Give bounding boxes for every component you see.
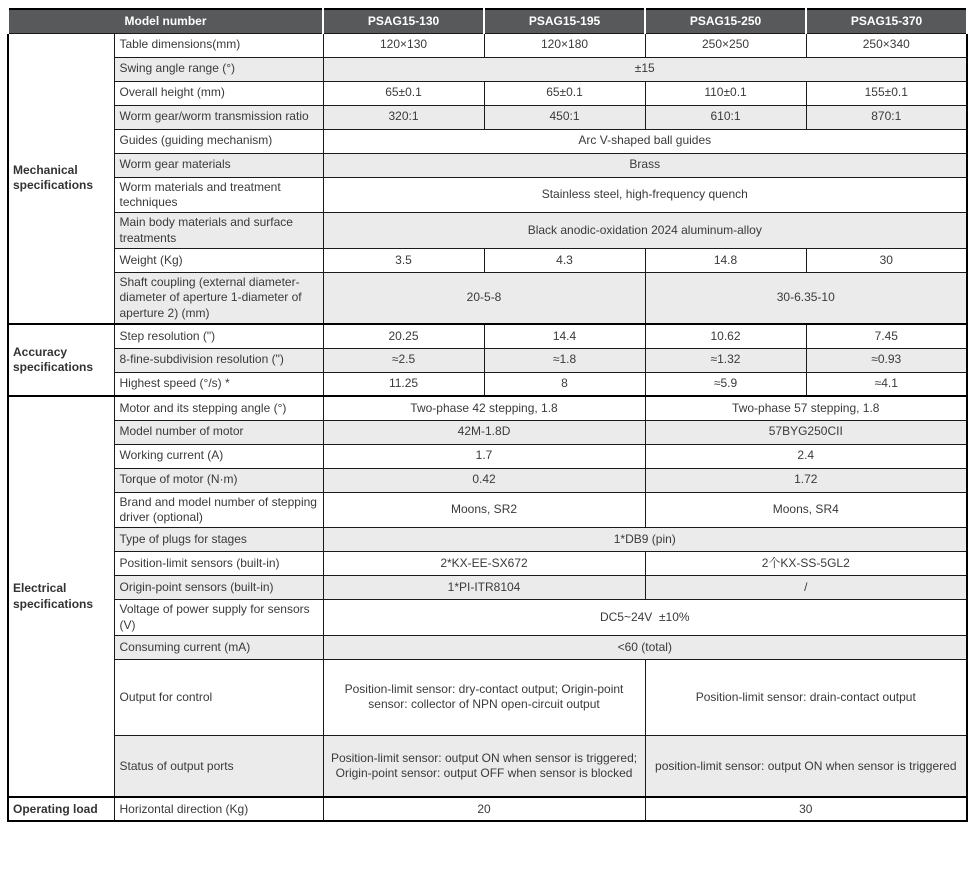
value-cell: 120×180 (484, 33, 645, 57)
value-cell: 14.4 (484, 324, 645, 348)
value-cell: DC5~24V ±10% (323, 600, 967, 636)
table-row (8, 81, 967, 105)
value-cell: 120×130 (323, 33, 484, 57)
section-electrical (8, 396, 967, 797)
value-cell: 14.8 (645, 248, 806, 272)
value-cell: position-limit sensor: output ON when sensor is triggered (645, 735, 967, 797)
table-row (8, 153, 967, 177)
value-cell: 610:1 (645, 105, 806, 129)
value-cell: 20-5-8 (323, 272, 645, 324)
value-cell: ≈1.32 (645, 348, 806, 372)
param-label: Motor and its stepping angle (°) (114, 396, 323, 420)
param-label: Shaft coupling (external diameter-diameter of aperture 1-diameter of aperture 2) (mm) (114, 272, 323, 324)
table-row (8, 33, 967, 57)
param-label: Worm gear/worm transmission ratio (114, 105, 323, 129)
param-label: Horizontal direction (Kg) (114, 797, 323, 821)
value-cell: Position-limit sensor: dry-contact output; Origin-point sensor: collector of NPN open-circuit output (323, 659, 645, 735)
value-cell: 870:1 (806, 105, 967, 129)
model-col-psag15-250: PSAG15-250 (645, 9, 806, 33)
table-row (8, 396, 967, 420)
value-cell: 1*PI-ITR8104 (323, 576, 645, 600)
value-cell: 30-6.35-10 (645, 272, 967, 324)
table-row (8, 528, 967, 552)
param-label: Step resolution (") (114, 324, 323, 348)
table-row (8, 213, 967, 249)
value-cell: 8 (484, 372, 645, 396)
param-label: Worm gear materials (114, 153, 323, 177)
table-row (8, 129, 967, 153)
table-row (8, 635, 967, 659)
value-cell: 320:1 (323, 105, 484, 129)
value-cell: ≈5.9 (645, 372, 806, 396)
model-col-psag15-370: PSAG15-370 (806, 9, 967, 33)
value-cell: ≈2.5 (323, 348, 484, 372)
table-row (8, 492, 967, 528)
table-row (8, 177, 967, 213)
param-label: Working current (A) (114, 444, 323, 468)
value-cell: Position-limit sensor: output ON when sensor is triggered; Origin-point sensor: output OFF when sensor is blocked (323, 735, 645, 797)
table-row (8, 576, 967, 600)
table-row (8, 552, 967, 576)
value-cell: 3.5 (323, 248, 484, 272)
value-cell: <60 (total) (323, 635, 967, 659)
value-cell: 250×340 (806, 33, 967, 57)
table-row (8, 659, 967, 735)
value-cell: Two-phase 42 stepping, 1.8 (323, 396, 645, 420)
model-col-psag15-130: PSAG15-130 (323, 9, 484, 33)
value-cell: ≈1.8 (484, 348, 645, 372)
value-cell: 20 (323, 797, 645, 821)
table-row (8, 272, 967, 324)
value-cell: 4.3 (484, 248, 645, 272)
param-label: Swing angle range (°) (114, 57, 323, 81)
table-row (8, 444, 967, 468)
model-number-header: Model number (8, 9, 323, 33)
value-cell: 10.62 (645, 324, 806, 348)
value-cell: ±15 (323, 57, 967, 81)
value-cell: 1.72 (645, 468, 967, 492)
value-cell: 7.45 (806, 324, 967, 348)
param-label: Brand and model number of stepping driver (optional) (114, 492, 323, 528)
table-row (8, 600, 967, 636)
section-accuracy (8, 324, 967, 396)
value-cell: 110±0.1 (645, 81, 806, 105)
table-row (8, 105, 967, 129)
section-operating-load (8, 797, 967, 821)
table-row (8, 57, 967, 81)
value-cell: Moons, SR4 (645, 492, 967, 528)
value-cell: Two-phase 57 stepping, 1.8 (645, 396, 967, 420)
group-label-mechanical: Mechanical specifications (8, 33, 114, 324)
value-cell: 65±0.1 (323, 81, 484, 105)
param-label: Overall height (mm) (114, 81, 323, 105)
model-col-psag15-195: PSAG15-195 (484, 9, 645, 33)
param-label: Weight (Kg) (114, 248, 323, 272)
value-cell: Arc V-shaped ball guides (323, 129, 967, 153)
table-row (8, 797, 967, 821)
table-row (8, 372, 967, 396)
value-cell: ≈4.1 (806, 372, 967, 396)
value-cell: 30 (645, 797, 967, 821)
param-label: Voltage of power supply for sensors (V) (114, 600, 323, 636)
value-cell: 1.7 (323, 444, 645, 468)
value-cell: 30 (806, 248, 967, 272)
param-label: Table dimensions(mm) (114, 33, 323, 57)
value-cell: 250×250 (645, 33, 806, 57)
value-cell: Moons, SR2 (323, 492, 645, 528)
param-label: Consuming current (mA) (114, 635, 323, 659)
table-row (8, 468, 967, 492)
param-label: Highest speed (°/s) * (114, 372, 323, 396)
value-cell: 1*DB9 (pin) (323, 528, 967, 552)
param-label: Main body materials and surface treatments (114, 213, 323, 249)
param-label: Worm materials and treatment techniques (114, 177, 323, 213)
header-row (8, 9, 967, 33)
param-label: Status of output ports (114, 735, 323, 797)
table-row (8, 324, 967, 348)
table-row (8, 248, 967, 272)
param-label: Output for control (114, 659, 323, 735)
param-label: Torque of motor (N·m) (114, 468, 323, 492)
value-cell: Position-limit sensor: drain-contact output (645, 659, 967, 735)
value-cell: 20.25 (323, 324, 484, 348)
param-label: 8-fine-subdivision resolution (") (114, 348, 323, 372)
table-row (8, 420, 967, 444)
value-cell: Black anodic-oxidation 2024 aluminum-alloy (323, 213, 967, 249)
group-label-operating-load: Operating load (8, 797, 114, 821)
value-cell: 57BYG250CII (645, 420, 967, 444)
value-cell: 0.42 (323, 468, 645, 492)
value-cell: 155±0.1 (806, 81, 967, 105)
table-row (8, 735, 967, 797)
value-cell: ≈0.93 (806, 348, 967, 372)
param-label: Model number of motor (114, 420, 323, 444)
value-cell: Stainless steel, high-frequency quench (323, 177, 967, 213)
value-cell: 11.25 (323, 372, 484, 396)
value-cell: 2个KX-SS-5GL2 (645, 552, 967, 576)
value-cell: 65±0.1 (484, 81, 645, 105)
param-label: Origin-point sensors (built-in) (114, 576, 323, 600)
param-label: Position-limit sensors (built-in) (114, 552, 323, 576)
value-cell: Brass (323, 153, 967, 177)
param-label: Type of plugs for stages (114, 528, 323, 552)
value-cell: / (645, 576, 967, 600)
value-cell: 2.4 (645, 444, 967, 468)
group-label-accuracy: Accuracy specifications (8, 324, 114, 396)
value-cell: 42M-1.8D (323, 420, 645, 444)
param-label: Guides (guiding mechanism) (114, 129, 323, 153)
value-cell: 450:1 (484, 105, 645, 129)
section-mechanical (8, 33, 967, 324)
value-cell: 2*KX-EE-SX672 (323, 552, 645, 576)
spec-table (7, 8, 968, 822)
table-row (8, 348, 967, 372)
table-header (8, 9, 967, 33)
group-label-electrical: Electrical specifications (8, 396, 114, 797)
